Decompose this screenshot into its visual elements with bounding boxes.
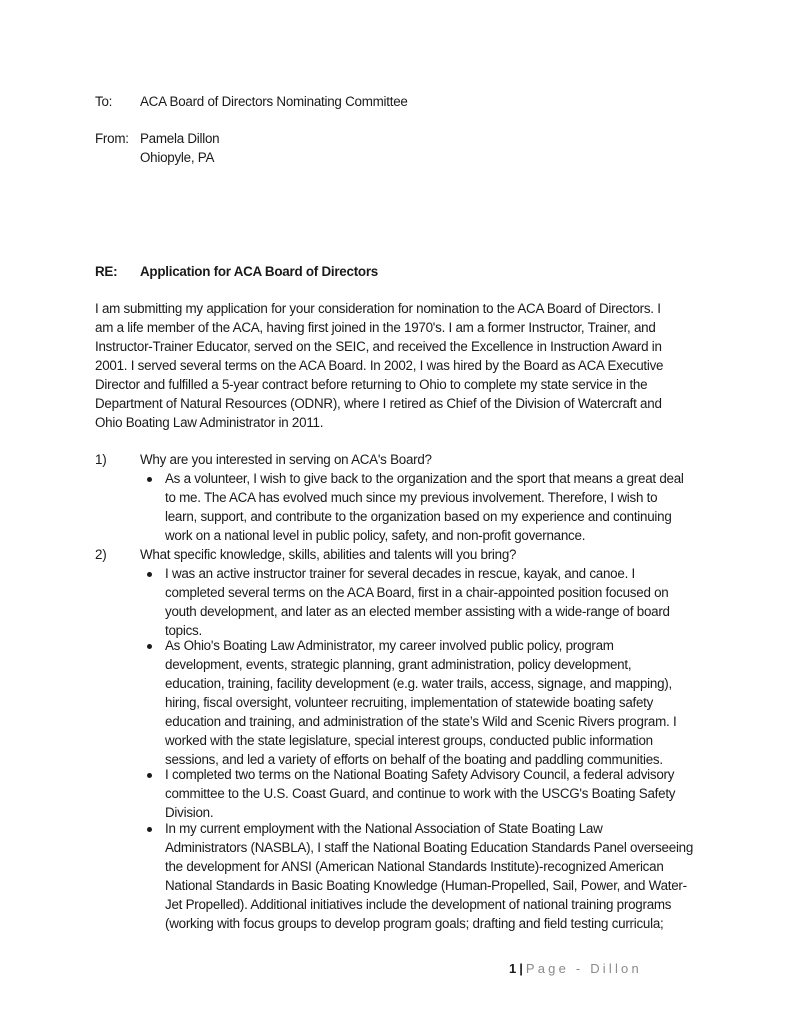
intro-line: I am submitting my application for your consideration for nomination to the ACA Board of Directors. I (95, 301, 661, 316)
page-footer (509, 961, 642, 977)
answer-line: (working with focus groups to develop program goals; drafting and field testing curricula; (165, 916, 664, 931)
from-name: Pamela Dillon (140, 131, 220, 146)
answer-line: to me. The ACA has evolved much since my previous involvement. Therefore, I wish to (165, 490, 658, 505)
bullet-icon (147, 827, 152, 832)
bullet-icon (147, 477, 152, 482)
re-label: RE: (95, 264, 118, 279)
answer-line: youth development, and later as an elected member assisting with a wide-range of board (165, 604, 670, 619)
answer-line: I completed two terms on the National Boating Safety Advisory Council, a federal advisory (165, 767, 675, 782)
bullet-icon (147, 572, 152, 577)
answer-line: Division. (165, 805, 214, 820)
footer-separator: | (519, 961, 523, 976)
answer-line: committee to the U.S. Coast Guard, and continue to work with the USCG's Boating Safety (165, 786, 676, 801)
answer-line: I was an active instructor trainer for several decades in rescue, kayak, and canoe. I (165, 566, 635, 581)
question-number: 2) (95, 547, 107, 562)
answer-line: the development for ANSI (American National Standards Institute)-recognized American (165, 859, 664, 874)
to-label: To: (95, 94, 113, 109)
answer-line: worked with the state legislature, special interest groups, conducted public information (165, 733, 653, 748)
from-label: From: (95, 131, 129, 146)
question-text: What specific knowledge, skills, abilities and talents will you bring? (140, 547, 517, 562)
answer-line: education, training, facility development (e.g. water trails, access, signage, and mapping), (165, 676, 672, 691)
answer-line: Administrators (NASBLA), I staff the National Boating Education Standards Panel overseeing (165, 840, 694, 855)
intro-line: 2001. I served several terms on the ACA Board. In 2002, I was hired by the Board as ACA Executive (95, 358, 664, 373)
answer-line: Jet Propelled). Additional initiatives include the development of national training programs (165, 897, 672, 912)
answer-line: As a volunteer, I wish to give back to the organization and the sport that means a great deal (165, 471, 684, 486)
answer-line: hiring, fiscal oversight, volunteer recruiting, implementation of statewide boating safety (165, 695, 654, 710)
answer-line: completed several terms on the ACA Board, first in a chair-appointed position focused on (165, 585, 669, 600)
answer-line: In my current employment with the National Association of State Boating Law (165, 821, 603, 836)
re-subject: Application for ACA Board of Directors (140, 264, 378, 279)
footer-label: Page - Dillon (525, 961, 642, 976)
to-value: ACA Board of Directors Nominating Committee (140, 94, 408, 109)
intro-line: Ohio Boating Law Administrator in 2011. (95, 415, 324, 430)
intro-line: Instructor-Trainer Educator, served on the SEIC, and received the Excellence in Instruction Award in (95, 339, 662, 354)
answer-line: learn, support, and contribute to the organization based on my experience and continuing (165, 509, 672, 524)
answer-line: sessions, and led a variety of efforts on behalf of the boating and paddling communities. (165, 752, 663, 767)
answer-line: work on a national level in public policy, safety, and non-profit governance. (165, 528, 586, 543)
answer-line: As Ohio's Boating Law Administrator, my career involved public policy, program (165, 638, 614, 653)
page-number: 1 (509, 961, 517, 976)
question-number: 1) (95, 452, 107, 467)
answer-line: topics. (165, 623, 202, 638)
question-text: Why are you interested in serving on ACA's Board? (140, 452, 432, 467)
from-location: Ohiopyle, PA (140, 150, 215, 165)
answer-line: National Standards in Basic Boating Knowledge (Human-Propelled, Sail, Power, and Water- (165, 878, 687, 893)
intro-line: Department of Natural Resources (ODNR), where I retired as Chief of the Division of Watercraft and (95, 396, 662, 411)
intro-line: am a life member of the ACA, having first joined in the 1970's. I am a former Instructor, Trainer, and (95, 320, 656, 335)
bullet-icon (147, 644, 152, 649)
bullet-icon (147, 773, 152, 778)
intro-line: Director and fulfilled a 5-year contract before returning to Ohio to complete my state service in the (95, 377, 648, 392)
answer-line: development, events, strategic planning, grant administration, policy development, (165, 657, 632, 672)
answer-line: education and training, and administration of the state’s Wild and Scenic Rivers program. I (165, 714, 677, 729)
